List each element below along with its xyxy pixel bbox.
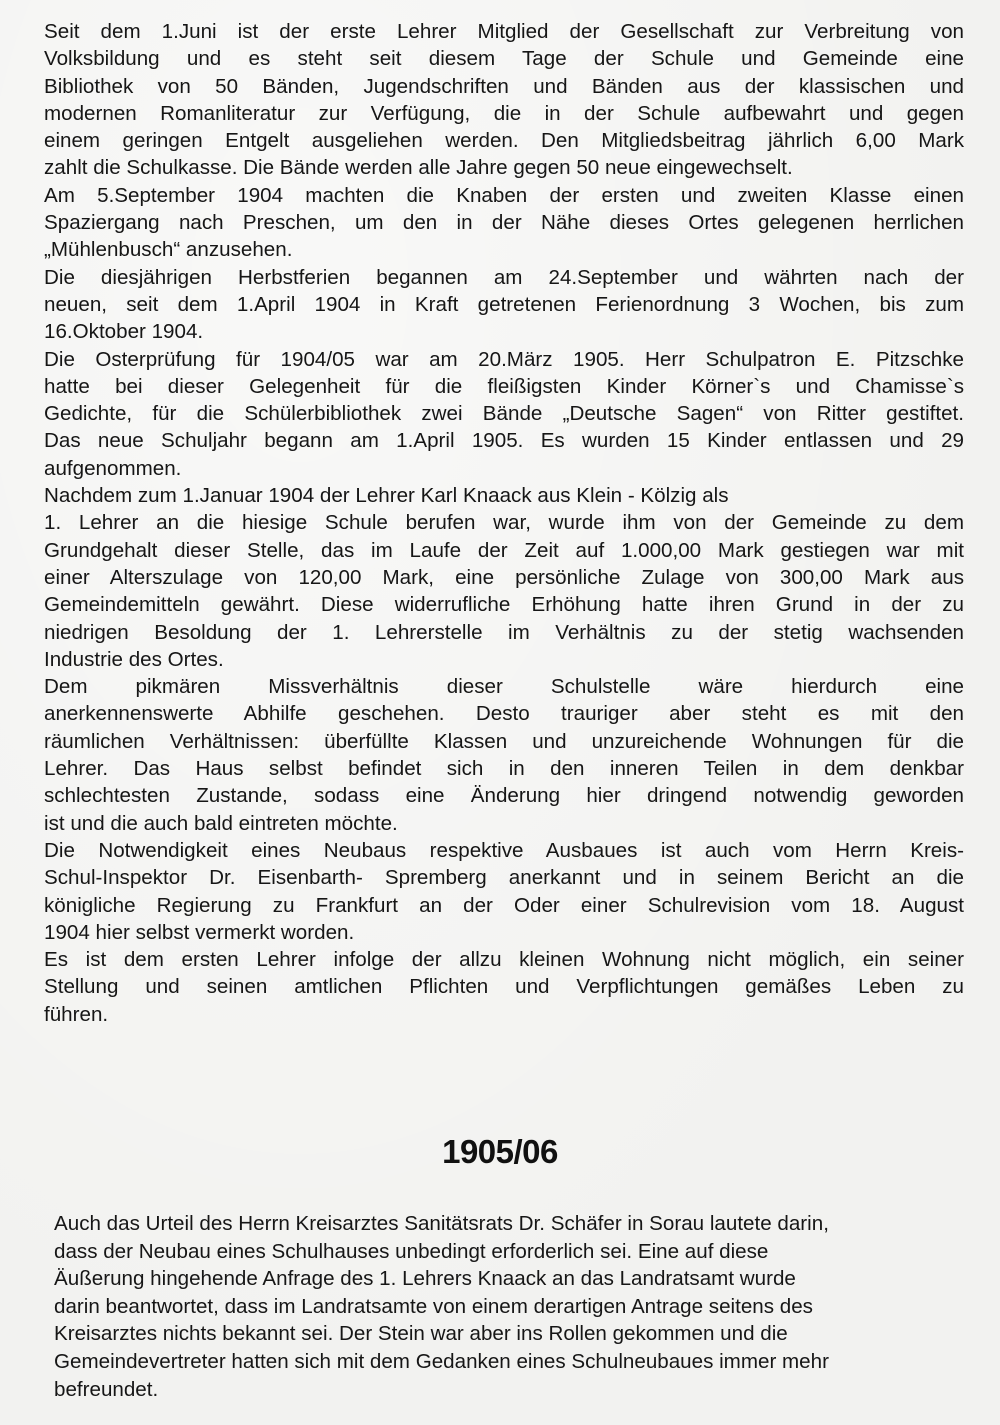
text-line: Das neue Schuljahr begann am 1.April 1905. Es wurden 15 Kinder entlassen und 29 (44, 429, 964, 453)
paragraph-space-conditions (44, 673, 964, 837)
text-line: Es ist dem ersten Lehrer infolge der allzu kleinen Wohnung nicht möglich, ein seiner (44, 948, 964, 972)
text-line: aufgenommen. (44, 456, 182, 480)
section-heading-year: 1905/06 (442, 1133, 558, 1170)
paragraph-teacher-salary (44, 482, 964, 673)
text-line: Bibliothek von 50 Bänden, Jugendschriften und Bänden aus der klassischen und (44, 74, 964, 98)
text-line: Auch das Urteil des Herrn Kreisarztes Sanitätsrats Dr. Schäfer in Sorau lautete darin, (54, 1212, 829, 1235)
chronicle-text-1905 (54, 1210, 974, 1403)
text-line: Gedichte, für die Schülerbibliothek zwei Bände „Deutsche Sagen“ von Ritter gestiftet. (44, 402, 964, 426)
text-line: hatte bei dieser Gelegenheit für die fleißigsten Kinder Körner`s und Chamisse`s (44, 374, 964, 398)
text-line: Gemeindemitteln gewährt. Diese widerrufliche Erhöhung hatte ihren Grund in der zu (44, 593, 964, 617)
text-line: neuen, seit dem 1.April 1904 in Kraft getretenen Ferienordnung 3 Wochen, bis zum (44, 292, 964, 316)
text-line: einem geringen Entgelt ausgeliehen werden. Den Mitgliedsbeitrag jährlich 6,00 Mark (44, 129, 964, 153)
text-line: Schul-Inspektor Dr. Eisenbarth- Spremberg anerkannt und in seinem Bericht an die (44, 866, 964, 890)
text-line: Gemeindevertreter hatten sich mit dem Gedanken eines Schulneubaues immer mehr (54, 1349, 829, 1373)
text-line: Industrie des Ortes. (44, 647, 224, 671)
text-line: Spaziergang nach Preschen, um den in der Nähe dieses Ortes gelegenen herrlichen (44, 211, 964, 235)
text-line: Die Osterprüfung für 1904/05 war am 20.März 1905. Herr Schulpatron E. Pitzschke (44, 347, 964, 371)
text-line: niedrigen Besoldung der 1. Lehrerstelle im Verhältnis zu der stetig wachsenden (44, 620, 964, 644)
text-line: Kreisarztes nichts bekannt sei. Der Stein war aber ins Rollen gekommen und die (54, 1322, 788, 1346)
text-line: ist und die auch bald eintreten möchte. (44, 811, 398, 835)
paragraph-district-doctor (54, 1210, 974, 1403)
text-line: führen. (44, 1002, 109, 1026)
text-line: anerkennenswerte Abhilfe geschehen. Desto trauriger aber steht es mit den (44, 702, 964, 726)
paragraph-apartment (44, 946, 964, 1028)
text-line: Volksbildung und es steht seit diesem Tage der Schule und Gemeinde eine (44, 47, 964, 71)
text-line: befreundet. (54, 1377, 159, 1401)
text-line: dass der Neubau eines Schulhauses unbedingt erforderlich sei. Eine auf diese (54, 1239, 769, 1263)
paragraph-library (44, 18, 964, 182)
text-line: Die diesjährigen Herbstferien begannen am 24.September und währten nach der (44, 265, 964, 289)
text-line: räumlichen Verhältnissen: überfüllte Klassen und unzureichende Wohnungen für die (44, 729, 964, 753)
text-line: Lehrer. Das Haus selbst befindet sich in den inneren Teilen in dem denkbar (44, 757, 964, 781)
text-line: einer Alterszulage von 120,00 Mark, eine persönliche Zulage von 300,00 Mark aus (44, 565, 964, 589)
paragraph-autumn-holidays (44, 264, 964, 346)
text-line: 1. Lehrer an die hiesige Schule berufen war, wurde ihm von der Gemeinde zu dem (44, 511, 964, 535)
text-line: zahlt die Schulkasse. Die Bände werden alle Jahre gegen 50 neue eingewechselt. (44, 156, 793, 180)
text-line: Grundgehalt dieser Stelle, das im Laufe der Zeit auf 1.000,00 Mark gestiegen war mit (44, 538, 964, 562)
text-line: Die Notwendigkeit eines Neubaus respektive Ausbaues ist auch vom Herrn Kreis- (44, 838, 964, 862)
paragraph-inspection (44, 837, 964, 946)
text-line: 16.Oktober 1904. (44, 320, 204, 344)
text-line: Äußerung hingehende Anfrage des 1. Lehrers Knaack an das Landratsamt wurde (54, 1267, 796, 1291)
text-line: 1904 hier selbst vermerkt worden. (44, 920, 355, 944)
chronicle-text-1904 (44, 18, 964, 1028)
text-line: Am 5.September 1904 machten die Knaben der ersten und zweiten Klasse einen (44, 183, 964, 207)
text-line: modernen Romanliteratur zur Verfügung, die in der Schule aufbewahrt und gegen (44, 101, 964, 125)
text-line: Stellung und seinen amtlichen Pflichten und Verpflichtungen gemäßes Leben zu (44, 975, 964, 999)
text-line: königliche Regierung zu Frankfurt an der Oder einer Schulrevision vom 18. August (44, 893, 964, 917)
text-line: schlechtesten Zustande, sodass eine Änderung hier dringend notwendig geworden (44, 784, 964, 808)
text-line: Dem pikmären Missverhältnis dieser Schulstelle wäre hierdurch eine (44, 675, 964, 699)
text-line: darin beantwortet, dass im Landratsamte von einem derartigen Antrage seitens des (54, 1294, 813, 1318)
text-line: Nachdem zum 1.Januar 1904 der Lehrer Karl Knaack aus Klein - Kölzig als (44, 484, 729, 508)
text-line: „Mühlenbusch“ anzusehen. (44, 238, 293, 262)
paragraph-easter-exam (44, 346, 964, 482)
paragraph-excursion (44, 182, 964, 264)
text-line: Seit dem 1.Juni ist der erste Lehrer Mitglied der Gesellschaft zur Verbreitung von (44, 20, 964, 43)
